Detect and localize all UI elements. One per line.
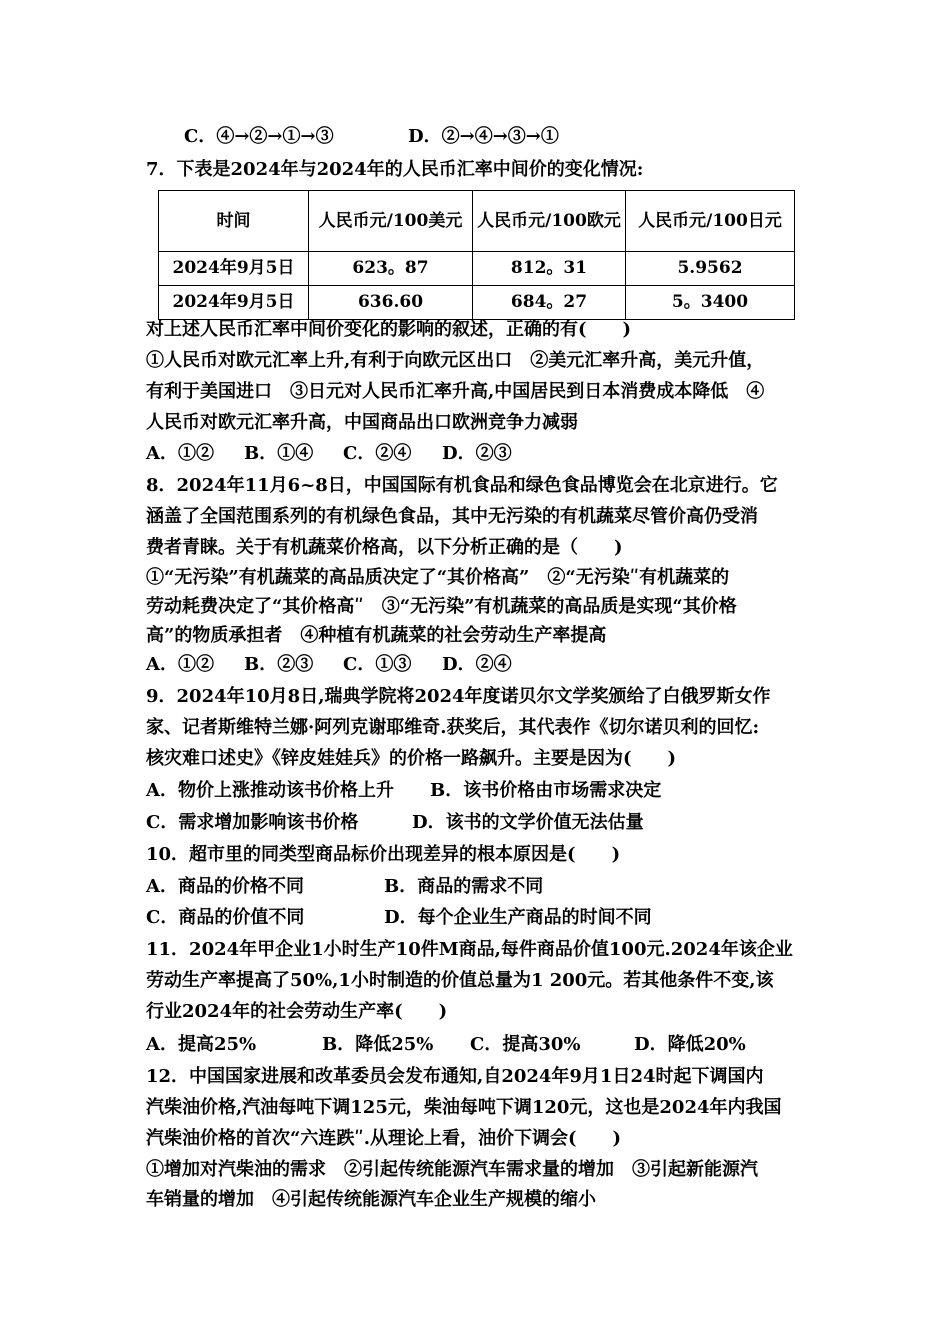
- table-row: [159, 286, 795, 320]
- q8-option-d: D．②④: [442, 654, 512, 675]
- q11-stem-line: 劳动生产率提高了50%,1小时制造的价值总量为1 200元。若其他条件不变,该: [146, 970, 774, 991]
- q8-option-c: C．①③: [343, 654, 412, 675]
- q12-statement-line: 车销量的增加 ④引起传统能源汽车企业生产规模的缩小: [146, 1189, 596, 1210]
- table-cell: 684。27: [473, 286, 626, 320]
- q9-stem-line: 9．2024年10月8日,瑞典学院将2024年度诺贝尔文学奖颁给了白俄罗斯女作: [146, 686, 771, 707]
- q7-question-line: 对上述人民币汇率中间价变化的影响的叙述，正确的有( ): [146, 319, 632, 340]
- q9-option-c: C．需求增加影响该书价格: [146, 812, 359, 833]
- q8-option-b: B．②③: [244, 654, 314, 675]
- table-cell: 623。87: [309, 252, 473, 286]
- table-cell: 5.9562: [626, 252, 795, 286]
- q8-statement-line: 劳动耗费决定了“其价格高ʺ ③“无污染”有机蔬菜的高品质是实现“其价格: [146, 596, 737, 617]
- q7-option-c: C．②④: [343, 443, 412, 464]
- table-cell: 2024年9月5日: [159, 252, 309, 286]
- table-header-eur: 人民币元/100欧元: [473, 191, 626, 252]
- q12-statement-line: ①增加对汽柴油的需求 ②引起传统能源汽车需求量的增加 ③引起新能源汽: [146, 1159, 758, 1180]
- q8-option-a: A．①②: [146, 654, 214, 675]
- table-row: [159, 252, 795, 286]
- exchange-rate-table: [158, 190, 795, 320]
- q11-option-b: B．降低25%: [322, 1034, 434, 1055]
- q7-statement-line: 有利于美国进口 ③日元对人民币汇率升高,中国居民到日本消费成本降低 ④: [146, 381, 765, 402]
- q9-option-a: A．物价上涨推动该书价格上升: [146, 780, 394, 801]
- q8-stem-line: 8．2024年11月6~8日，中国国际有机食品和绿色食品博览会在北京进行。它: [146, 475, 778, 496]
- q11-option-c: C．提高30%: [470, 1034, 581, 1055]
- q12-stem-line: 12．中国国家进展和改革委员会发布通知,自2024年9月1日24时起下调国内: [146, 1066, 764, 1087]
- q11-option-d: D．降低20%: [634, 1034, 746, 1055]
- table-header-row: [159, 191, 795, 252]
- q11-stem-line: 11．2024年甲企业1小时生产10件M商品,每件商品价值100元.2024年该企业: [146, 939, 793, 960]
- q8-stem-line: 涵盖了全国范围系列的有机绿色食品，其中无污染的有机蔬菜尽管价高仍受消: [146, 506, 758, 527]
- q9-stem-line: 家、记者斯维特兰娜·阿列克谢耶维奇.获奖后，其代表作《切尔诺贝利的回忆:: [146, 717, 760, 738]
- q6-option-d: D．②→④→③→①: [408, 126, 559, 147]
- q9-option-d: D．该书的文学价值无法估量: [412, 812, 644, 833]
- q7-statement-line: ①人民币对欧元汇率上升,有利于向欧元区出口 ②美元汇率升高，美元升值，: [146, 350, 765, 371]
- q12-stem-line: 汽柴油价格,汽油每吨下调125元，柴油每吨下调120元，这也是2024年内我国: [146, 1097, 782, 1118]
- q10-option-c: C．商品的价值不同: [146, 907, 305, 928]
- table-cell: 2024年9月5日: [159, 286, 309, 320]
- q10-option-b: B．商品的需求不同: [384, 876, 544, 897]
- q11-stem-line: 行业2024年的社会劳动生产率( ): [146, 1001, 448, 1022]
- table-cell: 812。31: [473, 252, 626, 286]
- table-header-time: 时间: [159, 191, 309, 252]
- table-header-jpy: 人民币元/100日元: [626, 191, 795, 252]
- q8-stem-line: 费者青睐。关于有机蔬菜价格高，以下分析正确的是（ ): [146, 537, 623, 558]
- q10-option-d: D．每个企业生产商品的时间不同: [384, 907, 652, 928]
- q10-option-a: A．商品的价格不同: [146, 876, 304, 897]
- q9-stem-line: 核灾难口述史》《锌皮娃娃兵》的价格一路飙升。主要是因为( ): [146, 748, 677, 769]
- table-header-usd: 人民币元/100美元: [309, 191, 473, 252]
- table-cell: 5。3400: [626, 286, 795, 320]
- q7-option-a: A．①②: [146, 443, 214, 464]
- q10-stem: 10．超市里的同类型商品标价出现差异的根本原因是( ): [146, 844, 621, 865]
- q7-option-b: B．①④: [244, 443, 314, 464]
- q12-stem-line: 汽柴油价格的首次“六连跌ʺ.从理论上看，油价下调会( ): [146, 1128, 622, 1149]
- table-cell: 636.60: [309, 286, 473, 320]
- q7-stem: 7．下表是2024年与2024年的人民币汇率中间价的变化情况:: [146, 159, 644, 180]
- q11-option-a: A．提高25%: [146, 1034, 257, 1055]
- q6-option-c: C．④→②→①→③: [184, 126, 334, 147]
- q8-statement-line: 高”的物质承担者 ④种植有机蔬菜的社会劳动生产率提高: [146, 625, 607, 646]
- q9-option-b: B．该书价格由市场需求决定: [430, 780, 662, 801]
- q8-statement-line: ①“无污染”有机蔬菜的高品质决定了“其价格高” ②“无污染ʺ有机蔬菜的: [146, 567, 730, 588]
- q7-option-d: D．②③: [442, 443, 512, 464]
- q7-statement-line: 人民币对欧元汇率升高，中国商品出口欧洲竞争力减弱: [146, 412, 578, 433]
